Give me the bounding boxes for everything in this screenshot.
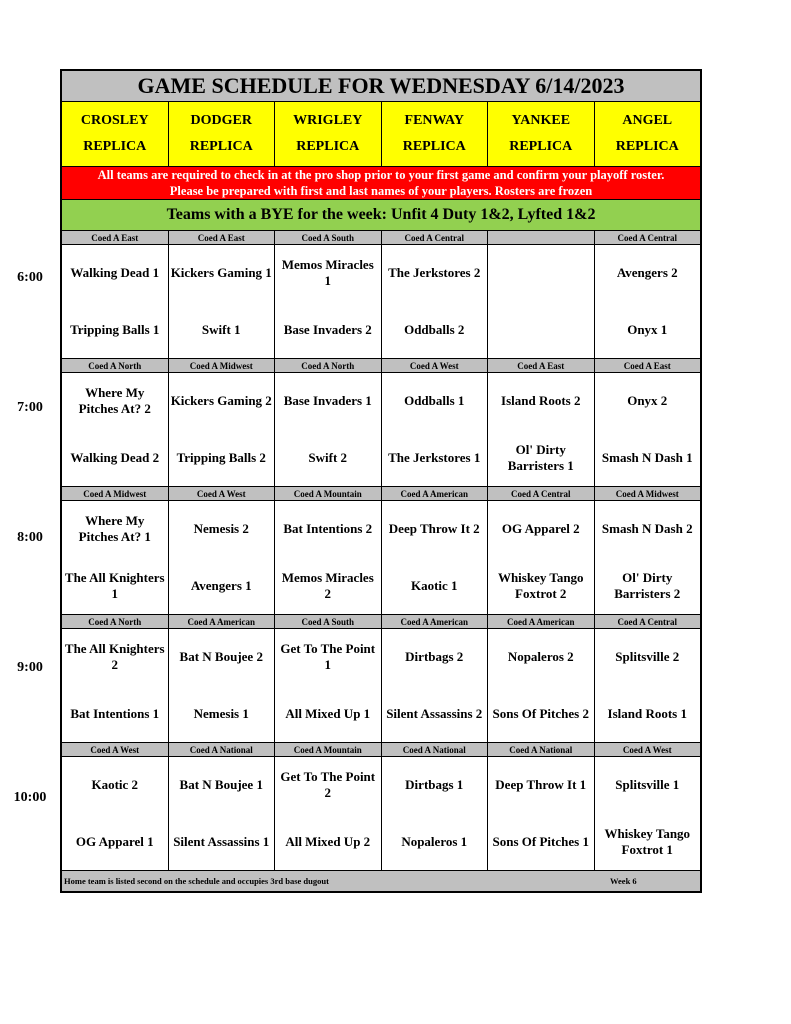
home-team: Whiskey Tango Foxtrot 1: [604, 825, 691, 857]
field-name: CROSLEY: [80, 112, 149, 128]
field-name: DODGER: [190, 112, 252, 128]
division-label: Coed A East: [62, 231, 169, 244]
field-name: YANKEE: [511, 112, 571, 128]
division-label: Coed A South: [275, 231, 382, 244]
game-cell: [62, 629, 169, 742]
division-row: [62, 743, 700, 757]
away-team: Dirtbags 2: [405, 649, 464, 665]
game-cell: [382, 501, 489, 614]
home-team: Tripping Balls 1: [70, 321, 160, 337]
home-team: The Jerkstores 1: [388, 449, 481, 465]
home-team: Kaotic 1: [410, 577, 458, 593]
notice-line-1: All teams are required to check in at the pro shop prior to your first game and confirm your playoff roster.: [97, 168, 665, 182]
field-name: FENWAY: [404, 112, 464, 128]
field-name: ANGEL: [622, 112, 673, 128]
time-slots: [62, 231, 700, 871]
division-label: Coed A Central: [617, 617, 677, 627]
time-label: 8:00: [17, 530, 43, 545]
home-team: Sons Of Pitches 2: [492, 705, 589, 721]
home-team: Island Roots 1: [607, 705, 687, 721]
game-cell: [275, 245, 382, 358]
division-label: Coed A East: [169, 231, 276, 244]
division-label: Coed A North: [62, 615, 169, 628]
game-cell: [62, 373, 169, 486]
bye-banner: Teams with a BYE for the week: Unfit 4 Duty 1&2, Lyfted 1&2: [62, 200, 700, 231]
field-header-row: [62, 102, 700, 167]
home-team: Nopaleros 1: [401, 833, 468, 849]
field-sub: REPLICA: [189, 139, 253, 155]
game-cell: [382, 373, 489, 486]
away-team: Get To The Point 1: [280, 641, 376, 673]
home-team: Memos Miracles 2: [281, 569, 374, 601]
game-cell: [595, 501, 701, 614]
division-label: Coed A North: [62, 359, 169, 372]
game-cell: [275, 629, 382, 742]
checkin-notice: [62, 167, 700, 200]
division-label: Coed A Midwest: [615, 489, 679, 499]
away-team: Island Roots 2: [501, 393, 581, 409]
division-label: Coed A West: [169, 487, 276, 500]
game-cell: [382, 245, 489, 358]
home-team: Avengers 1: [190, 577, 252, 593]
game-cell: [169, 629, 276, 742]
home-team: Tripping Balls 2: [176, 449, 266, 465]
game-cell: [275, 501, 382, 614]
away-team: Smash N Dash 2: [601, 521, 693, 537]
division-label: Coed A East: [623, 361, 671, 371]
field-sub: REPLICA: [615, 139, 679, 155]
time-label: 10:00: [13, 790, 47, 805]
away-team: Onyx 2: [627, 393, 668, 409]
home-team: Silent Assassins 1: [173, 833, 270, 849]
away-team: Deep Throw It 1: [495, 777, 587, 793]
game-row: [62, 373, 700, 487]
away-team: Where My Pitches At? 2: [78, 385, 151, 417]
home-team: [488, 302, 594, 359]
home-team: Sons Of Pitches 1: [492, 833, 589, 849]
away-team: Splitsville 1: [615, 777, 680, 793]
home-team: Bat Intentions 1: [70, 705, 160, 721]
division-label: Coed A Central: [617, 233, 677, 243]
away-team: Dirtbags 1: [405, 777, 464, 793]
game-cell: [62, 245, 169, 358]
home-team: Silent Assassins 2: [386, 705, 483, 721]
division-label: Coed A Central: [488, 487, 595, 500]
home-team: Swift 1: [201, 321, 241, 337]
schedule-title: GAME SCHEDULE FOR WEDNESDAY 6/14/2023: [62, 71, 700, 102]
away-team: Avengers 2: [616, 265, 678, 281]
away-team: Kickers Gaming 1: [170, 265, 272, 281]
away-team: The All Knighters 2: [64, 641, 165, 673]
division-label: Coed A National: [169, 743, 276, 756]
game-cell: [488, 245, 595, 358]
game-row: [62, 245, 700, 359]
home-team: Base Invaders 2: [283, 321, 372, 337]
home-team: Walking Dead 2: [70, 449, 160, 465]
game-row: [62, 629, 700, 743]
away-team: Deep Throw It 2: [388, 521, 480, 537]
away-team: Where My Pitches At? 1: [78, 513, 151, 545]
home-team: All Mixed Up 2: [285, 833, 371, 849]
game-cell: [595, 629, 701, 742]
field-name: WRIGLEY: [293, 112, 363, 128]
field-sub: REPLICA: [509, 139, 573, 155]
game-cell: [169, 373, 276, 486]
game-row: [62, 501, 700, 615]
division-label: Coed A South: [275, 615, 382, 628]
home-team: Whiskey Tango Foxtrot 2: [497, 569, 584, 601]
time-label: 9:00: [17, 660, 43, 675]
away-team: Get To The Point 2: [280, 769, 376, 801]
division-label: Coed A Mountain: [275, 487, 382, 500]
division-row: [62, 615, 700, 629]
division-label: Coed A West: [382, 359, 489, 372]
away-team: Bat N Boujee 1: [179, 777, 263, 793]
game-cell: [488, 629, 595, 742]
field-sub: REPLICA: [296, 139, 360, 155]
game-cell: [62, 501, 169, 614]
game-cell: [169, 245, 276, 358]
division-label: Coed A West: [622, 745, 672, 755]
home-team: The All Knighters 1: [64, 569, 165, 601]
away-team: Nemesis 2: [193, 521, 249, 537]
home-team: Oddballs 2: [404, 321, 465, 337]
field-yankee: [488, 102, 595, 166]
game-cell: [169, 501, 276, 614]
field-sub: REPLICA: [83, 139, 147, 155]
footer-note: Home team is listed second on the schedule and occupies 3rd base dugout: [64, 876, 329, 886]
away-team: Kaotic 2: [91, 777, 139, 793]
home-team: Ol' Dirty Barristers 2: [614, 569, 681, 601]
away-team: The Jerkstores 2: [388, 265, 481, 281]
field-wrigley: [275, 102, 382, 166]
division-label: Coed A North: [275, 359, 382, 372]
away-team: Memos Miracles 1: [281, 257, 374, 289]
game-cell: [595, 373, 701, 486]
schedule-table: [60, 69, 702, 893]
division-label: Coed A American: [382, 487, 489, 500]
away-team: Kickers Gaming 2: [170, 393, 272, 409]
field-crosley: [62, 102, 169, 166]
division-label: Coed A Midwest: [62, 487, 169, 500]
game-row: [62, 757, 700, 871]
field-dodger: [169, 102, 276, 166]
time-label: 7:00: [17, 400, 43, 415]
division-label: Coed A American: [382, 615, 489, 628]
home-team: OG Apparel 1: [75, 833, 154, 849]
game-cell: [595, 757, 701, 870]
game-cell: [382, 757, 489, 870]
away-team: OG Apparel 2: [501, 521, 580, 537]
away-team: Nopaleros 2: [507, 649, 574, 665]
away-team: [488, 245, 594, 302]
home-team: All Mixed Up 1: [285, 705, 371, 721]
field-angel: [595, 102, 701, 166]
away-team: Bat N Boujee 2: [179, 649, 263, 665]
game-cell: [169, 757, 276, 870]
away-team: Bat Intentions 2: [283, 521, 373, 537]
home-team: Smash N Dash 1: [601, 449, 693, 465]
home-team: Nemesis 1: [193, 705, 249, 721]
game-cell: [488, 373, 595, 486]
home-team: Onyx 1: [627, 321, 668, 337]
division-label: Coed A Mountain: [275, 743, 382, 756]
division-label: Coed A Midwest: [169, 359, 276, 372]
home-team: Ol' Dirty Barristers 1: [507, 441, 574, 473]
field-sub: REPLICA: [402, 139, 466, 155]
division-row: [62, 231, 700, 245]
game-cell: [488, 757, 595, 870]
time-label: 6:00: [17, 270, 43, 285]
division-row: [62, 359, 700, 373]
away-team: Oddballs 1: [404, 393, 465, 409]
division-label: Coed A Central: [382, 231, 489, 244]
division-label: Coed A American: [488, 615, 595, 628]
game-cell: [275, 757, 382, 870]
division-label: [488, 231, 595, 244]
division-label: Coed A West: [62, 743, 169, 756]
game-cell: [382, 629, 489, 742]
game-cell: [62, 757, 169, 870]
footer-row: [62, 871, 700, 891]
away-team: Base Invaders 1: [283, 393, 372, 409]
division-label: Coed A National: [488, 743, 595, 756]
home-team: Swift 2: [308, 449, 348, 465]
away-team: Walking Dead 1: [70, 265, 160, 281]
game-cell: [595, 245, 701, 358]
division-row: [62, 487, 700, 501]
division-label: Coed A National: [382, 743, 489, 756]
away-team: Splitsville 2: [615, 649, 680, 665]
field-fenway: [382, 102, 489, 166]
division-label: Coed A American: [169, 615, 276, 628]
game-cell: [488, 501, 595, 614]
week-label: Week 6: [610, 876, 637, 886]
game-cell: [275, 373, 382, 486]
notice-line-2: Please be prepared with first and last names of your players. Rosters are frozen: [169, 184, 593, 198]
division-label: Coed A East: [488, 359, 595, 372]
